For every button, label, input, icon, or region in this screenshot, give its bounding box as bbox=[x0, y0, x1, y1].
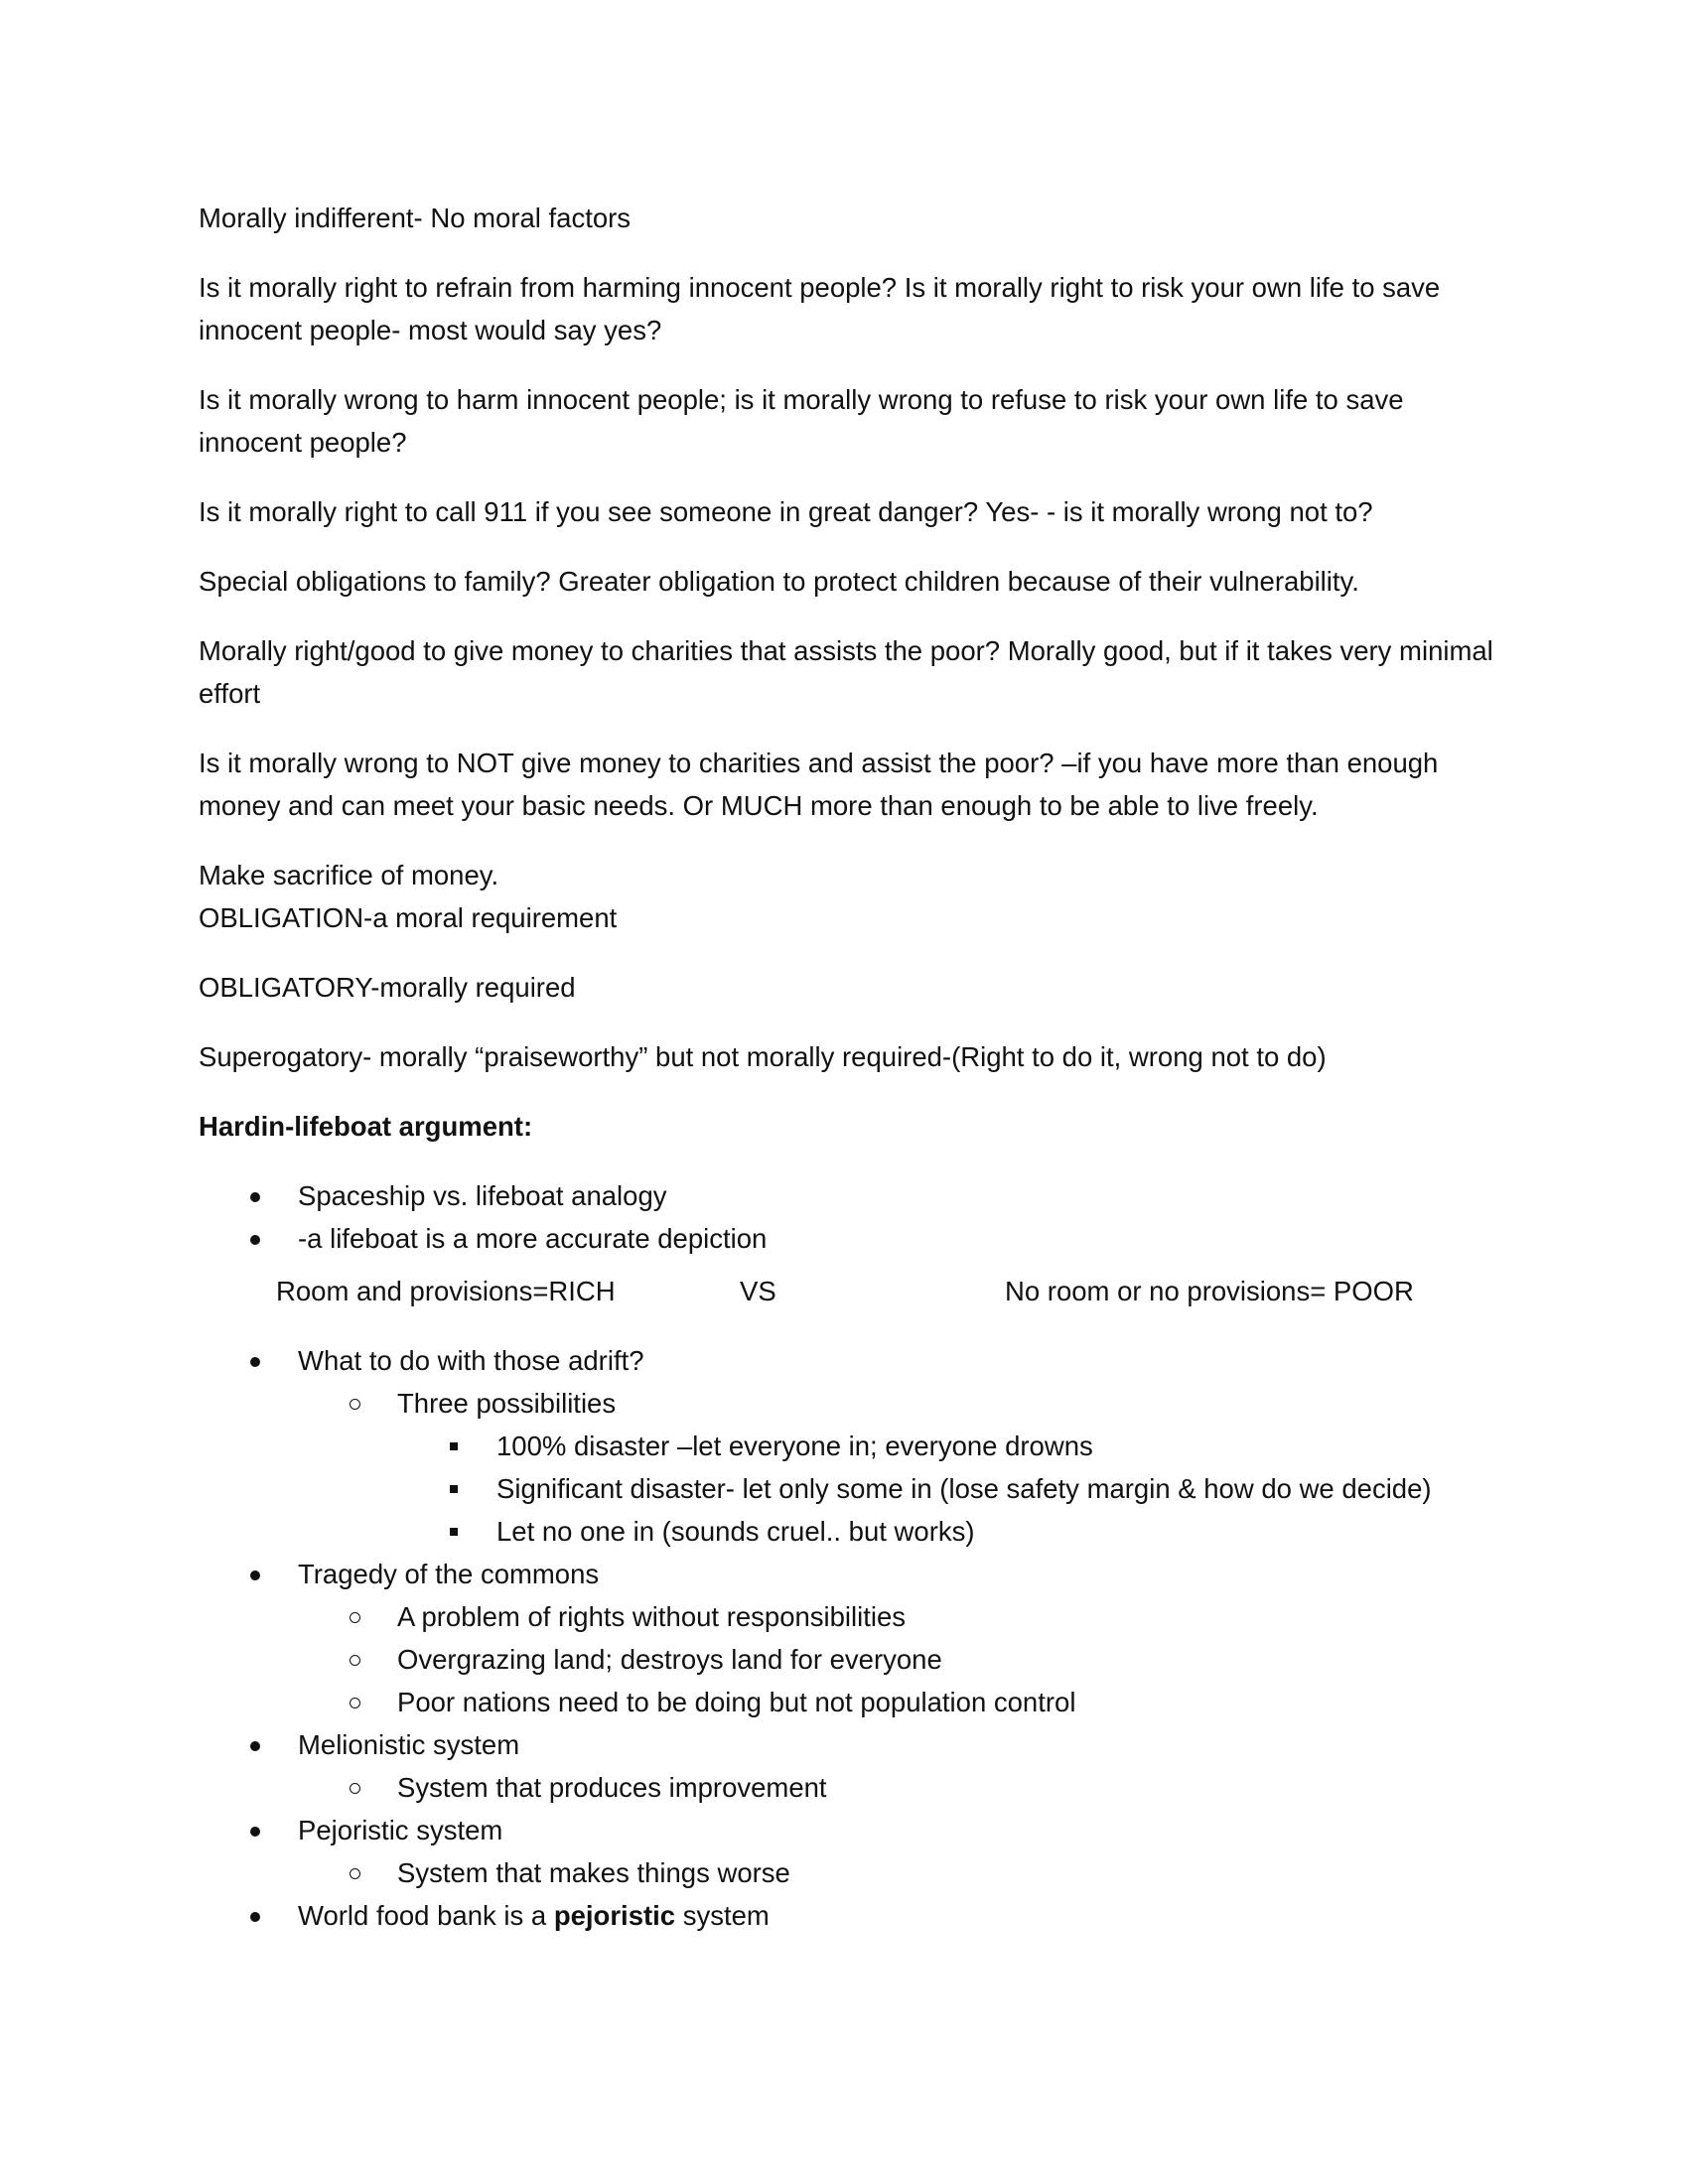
paragraph-superogatory: Superogatory- morally “praiseworthy” but not morally required-(Right to do it, wrong not to do) bbox=[199, 1041, 1327, 1072]
rich-vs-poor-row bbox=[199, 1270, 1499, 1312]
list-item: Significant disaster- let only some in (lose safety margin & how do we decide) bbox=[199, 1467, 1499, 1510]
paragraph-sacrifice: Make sacrifice of money. bbox=[199, 860, 499, 890]
list-item: System that produces improvement bbox=[199, 1766, 1499, 1809]
bullet-circle-icon bbox=[350, 1698, 360, 1708]
bullet-list-hardin bbox=[199, 1339, 1499, 1937]
paragraph-morally-wrong: Is it morally wrong to harm innocent people; is it morally wrong to refuse to risk your own life to save innocent people? bbox=[199, 384, 1404, 458]
list-item: System that makes things worse bbox=[199, 1851, 1499, 1894]
bullet-disc-icon bbox=[250, 1570, 260, 1580]
emphasis-pejoristic: pejoristic bbox=[553, 1900, 676, 1931]
bullet-disc-icon bbox=[250, 1357, 260, 1367]
bullet-circle-icon bbox=[350, 1655, 360, 1666]
bullet-square-icon bbox=[450, 1528, 458, 1536]
bullet-circle-icon bbox=[350, 1783, 360, 1794]
poor-label: No room or no provisions= POOR bbox=[1005, 1276, 1414, 1306]
list-item: World food bank is a pejoristic system bbox=[199, 1894, 1499, 1937]
bullet-disc-icon bbox=[250, 1827, 260, 1837]
list-item: Overgrazing land; destroys land for everyone bbox=[199, 1638, 1499, 1681]
bullet-circle-icon bbox=[350, 1868, 360, 1879]
bullet-circle-icon bbox=[350, 1612, 360, 1623]
list-item: What to do with those adrift? bbox=[199, 1339, 1499, 1382]
vs-label: VS bbox=[740, 1276, 776, 1306]
bullet-disc-icon bbox=[250, 1741, 260, 1751]
bullet-disc-icon bbox=[250, 1235, 260, 1245]
list-item: Let no one in (sounds cruel.. but works) bbox=[199, 1510, 1499, 1553]
section-heading: Hardin-lifeboat argument: bbox=[199, 1111, 533, 1142]
bullet-list-analogy bbox=[199, 1174, 1499, 1260]
list-item: Spaceship vs. lifeboat analogy bbox=[199, 1174, 1499, 1217]
list-item: -a lifeboat is a more accurate depiction bbox=[199, 1217, 1499, 1260]
list-item: Poor nations need to be doing but not population control bbox=[199, 1681, 1499, 1723]
paragraph-obligation: OBLIGATION-a moral requirement bbox=[199, 902, 618, 933]
list-item: A problem of rights without responsibilities bbox=[199, 1595, 1499, 1638]
paragraph-morally-indifferent: Morally indifferent- No moral factors bbox=[199, 203, 632, 233]
bullet-disc-icon bbox=[250, 1192, 260, 1202]
list-item: Three possibilities bbox=[199, 1382, 1499, 1425]
bullet-circle-icon bbox=[350, 1399, 360, 1410]
list-item: Tragedy of the commons bbox=[199, 1553, 1499, 1595]
paragraph-special-obligations: Special obligations to family? Greater obligation to protect children because of their vulnerability. bbox=[199, 566, 1359, 597]
bullet-square-icon bbox=[450, 1485, 458, 1493]
document-body bbox=[199, 197, 1499, 1937]
paragraph-obligatory: OBLIGATORY-morally required bbox=[199, 972, 576, 1003]
paragraph-charity-wrong: Is it morally wrong to NOT give money to charities and assist the poor? –if you have more than enough money and can meet your basic needs. Or MUCH more than enough to be able to live freely. bbox=[199, 748, 1439, 821]
bullet-square-icon bbox=[450, 1442, 458, 1450]
paragraph-morally-right: Is it morally right to refrain from harming innocent people? Is it morally right to risk your own life to save innocent people- most would say yes? bbox=[199, 272, 1441, 345]
bullet-disc-icon bbox=[250, 1912, 260, 1922]
list-item: Melionistic system bbox=[199, 1723, 1499, 1766]
list-item: 100% disaster –let everyone in; everyone drowns bbox=[199, 1425, 1499, 1467]
list-item: Pejoristic system bbox=[199, 1809, 1499, 1851]
rich-label: Room and provisions=RICH bbox=[276, 1276, 616, 1306]
paragraph-charity-good: Morally right/good to give money to charities that assists the poor? Morally good, but if it takes very minimal effort bbox=[199, 635, 1493, 709]
paragraph-call-911: Is it morally right to call 911 if you see someone in great danger? Yes- - is it morally wrong not to? bbox=[199, 496, 1373, 527]
